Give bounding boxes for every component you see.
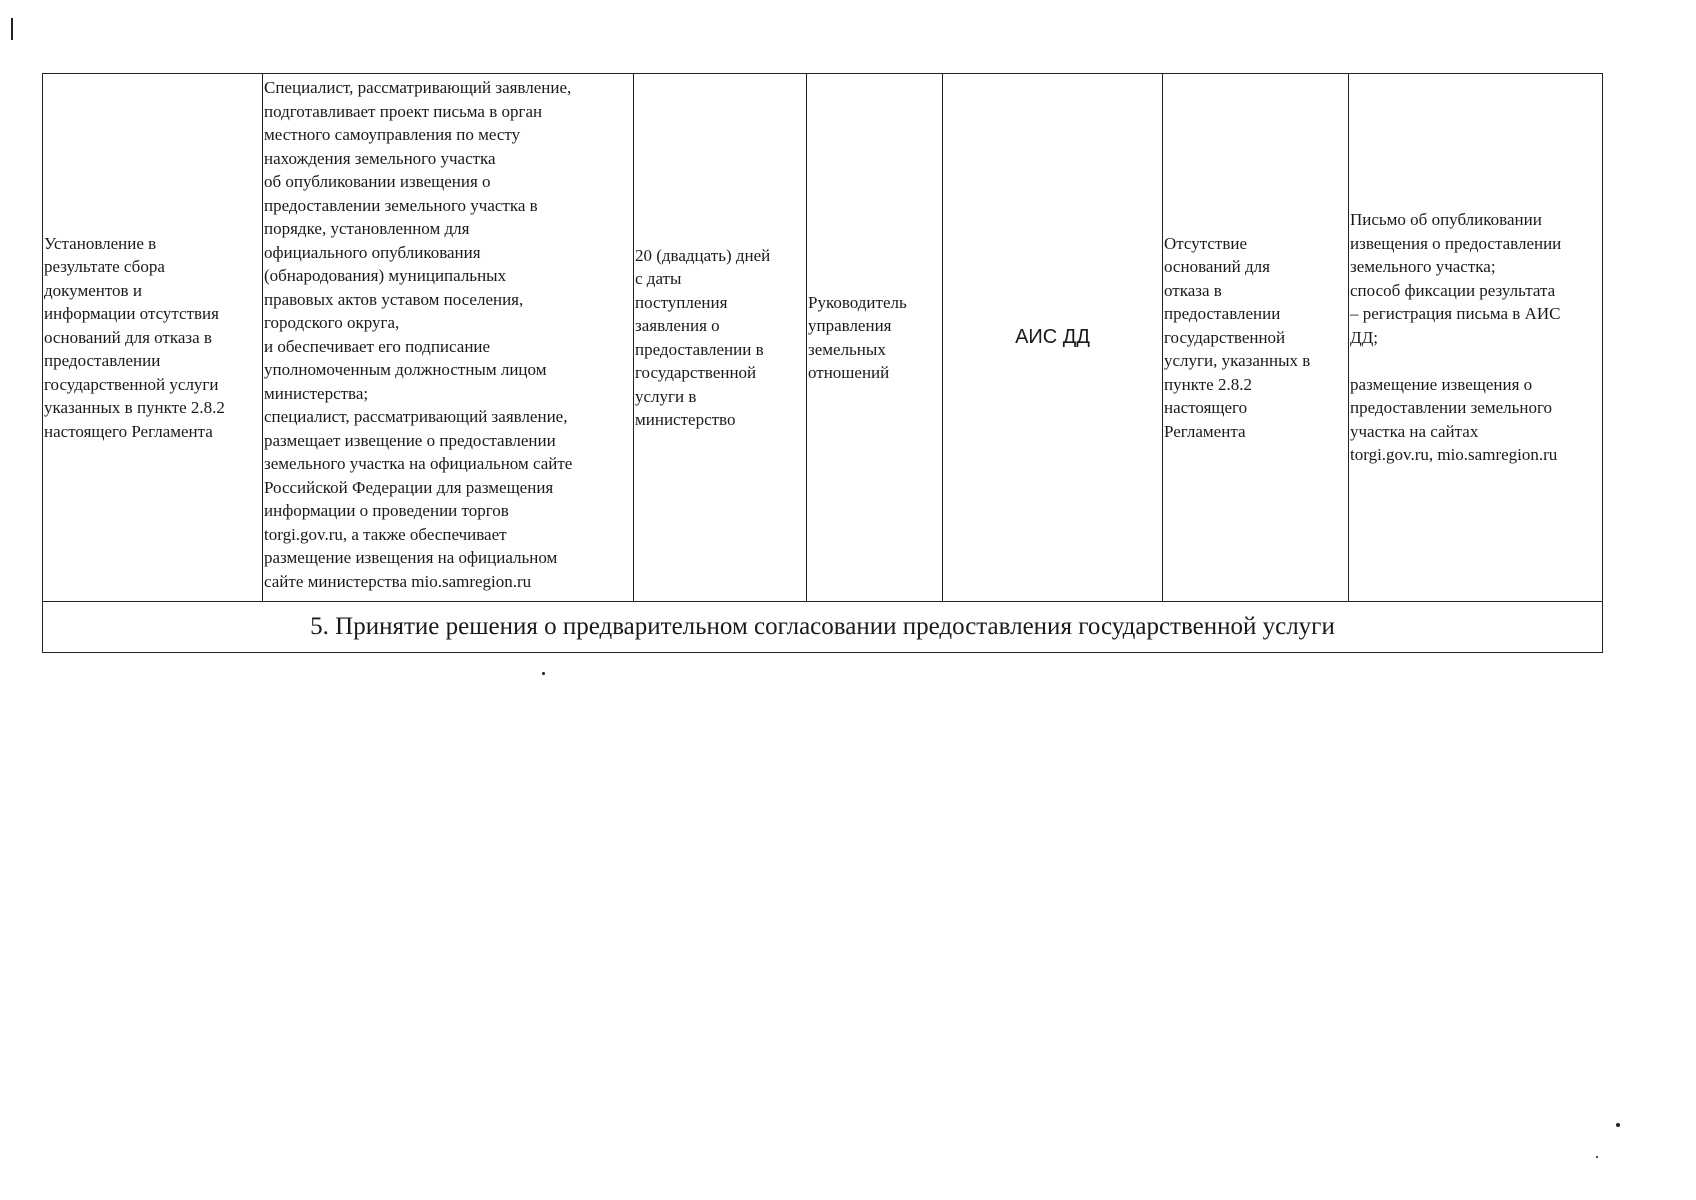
- responsible-cell: Руководитель управления земельных отношений: [807, 74, 943, 602]
- system-cell: АИС ДД: [943, 74, 1163, 602]
- term-cell: 20 (двадцать) дней с даты поступления заявления о предоставлении в государственной услуги в министерство: [634, 74, 807, 602]
- procedure-cell: Специалист, рассматривающий заявление, подготавливает проект письма в орган местного самоуправления по месту нахождения земельного участка об опубликовании извещения о предоставлении земельного участка в порядке, установленном для официального опубликования (обнародования) муниципальных правовых актов уставом поселения, городского округа, и обеспечивает его подписание уполномоченным должностным лицом министерства; специалист, рассматривающий заявление, размещает извещение о предоставлении земельного участка на официальном сайте Российской Федерации для размещения информации о проведении торгов torgi.gov.ru, а также обеспечивает размещение извещения на официальном сайте министерства mio.samregion.ru: [263, 74, 634, 602]
- result-cell: Письмо об опубликовании извещения о предоставлении земельного участка; способ фиксации результата – регистрация письма в АИС ДД; размещение извещения о предоставлении земельного участка на сайтах torgi.gov.ru, mio.samregion.ru: [1349, 74, 1603, 602]
- action-cell: Установление в результате сбора документов и информации отсутствия оснований для отказа в предоставлении государственной услуги указанных в пункте 2.8.2 настоящего Регламента: [43, 74, 263, 602]
- table-row: [43, 74, 1603, 602]
- section-heading: 5. Принятие решения о предварительном согласовании предоставления государственной услуги: [43, 602, 1603, 653]
- scan-speck: [542, 672, 545, 675]
- procedure-table: [42, 73, 1603, 653]
- corner-scan-mark: [11, 18, 13, 40]
- scan-speck: [1596, 1156, 1598, 1158]
- criteria-cell: Отсутствие оснований для отказа в предоставлении государственной услуги, указанных в пункте 2.8.2 настоящего Регламента: [1163, 74, 1349, 602]
- section-row: [43, 602, 1603, 653]
- scan-speck: [1616, 1123, 1620, 1127]
